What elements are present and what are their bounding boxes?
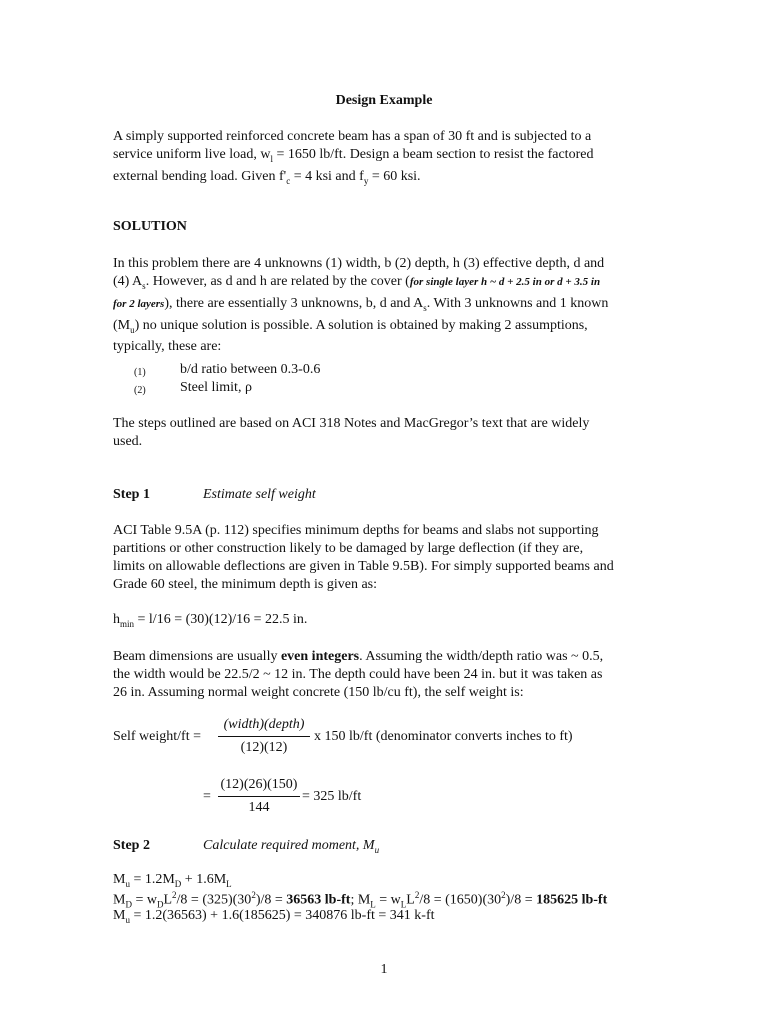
self-weight-numerator: (width)(depth) — [223, 717, 305, 732]
intro-line: A simply supported reinforced concrete beam has a span of 30 ft and is subjected to a — [113, 129, 592, 144]
hmin-equation: $h_{min} = l/16 = (30)(12)/16 = 22.5$ in. — [113, 612, 308, 629]
solution-line: (4) $A_s$. However, as d and h are related by the cover (for single layer h ~ d + 2.5 in or d + 3.5 in — [113, 274, 601, 291]
md-ml-equation: $M_D = w_DL^2/8 = (325)(30^2)/8 = 36563$ lb-ft; $M_L = w_LL^2/8 = (1650)(30^2)/8 = 185625$ lb-ft — [113, 890, 608, 910]
solution-line: In this problem there are 4 unknowns (1) width, b (2) depth, h (3) effective depth, d and — [113, 256, 605, 271]
list-number: (1) — [134, 367, 146, 378]
dim-line: the width would be 22.5/2 ~ 12 in. The depth could have been 24 in. but it was taken as — [113, 667, 603, 682]
self-weight-tail: x 150 lb/ft (denominator converts inches to ft) — [314, 729, 573, 744]
mu-result: $M_u = 1.2(36563) + 1.6(185625) = 340876$ lb-ft = 341 k-ft — [113, 908, 435, 925]
note-line: The steps outlined are based on ACI 318 Notes and MacGregor’s text that are widely — [113, 416, 590, 431]
weight-numerator: (12)(26)(150) — [220, 777, 298, 792]
solution-line: $(M_u)$ no unique solution is possible. A solution is obtained by making 2 assumptions, — [113, 317, 588, 335]
step1-line: limits on allowable deflections are given in Table 9.5B). For simply supported beams and — [113, 559, 614, 574]
step1-line: partitions or other construction likely to be damaged by large deflection (if they are, — [113, 541, 584, 556]
step1-title: Estimate self weight — [203, 487, 316, 502]
fraction-bar — [218, 796, 300, 797]
self-weight-label: Self weight/ft = — [113, 729, 201, 744]
dim-line: 26 in. Assuming normal weight concrete (150 lb/cu ft), the self weight is: — [113, 685, 524, 700]
step2-title: Calculate required moment, $M_u$ — [203, 838, 380, 855]
fraction-bar — [218, 736, 310, 737]
intro-line: service uniform live load, $w_l = 1650$ lb/ft. Design a beam section to resist the factored — [113, 147, 594, 164]
steps-note-paragraph — [113, 415, 658, 451]
dim-line: Beam dimensions are usually even integers. Assuming the width/depth ratio was ~ 0.5, — [113, 649, 604, 664]
list-item: Steel limit, ρ — [180, 380, 252, 395]
beam-dimensions-paragraph — [113, 648, 658, 702]
mu-formula: $M_u = 1.2M_D + 1.6M_L$ — [113, 872, 232, 889]
intro-line: external bending load. Given $f'_c = 4$ ksi and $f_y = 60$ ksi. — [113, 168, 421, 186]
solution-paragraph — [113, 255, 658, 356]
note-line: used. — [113, 434, 143, 449]
page-number: 1 — [380, 962, 388, 977]
weight-result: = 325 lb/ft — [302, 789, 362, 804]
list-item: b/d ratio between 0.3-0.6 — [180, 362, 321, 377]
page-title: Design Example — [335, 93, 433, 108]
step2-label: Step 2 — [113, 838, 150, 853]
self-weight-denominator: (12)(12) — [240, 740, 288, 755]
solution-heading: SOLUTION — [113, 219, 187, 234]
equals-sign: = — [203, 789, 211, 804]
step1-paragraph — [113, 522, 658, 594]
step1-line: Grade 60 steel, the minimum depth is given as: — [113, 577, 378, 592]
solution-line: typically, these are: — [113, 339, 222, 355]
weight-denominator: 144 — [248, 800, 270, 815]
list-number: (2) — [134, 385, 146, 396]
intro-paragraph — [113, 128, 658, 190]
step1-line: ACI Table 9.5A (p. 112) specifies minimum depths for beams and slabs not supporting — [113, 523, 599, 538]
solution-line: for 2 layers), there are essentially 3 unknowns, b, d and $A_s$. With 3 unknowns and 1 known — [113, 295, 609, 313]
step1-label: Step 1 — [113, 487, 150, 502]
